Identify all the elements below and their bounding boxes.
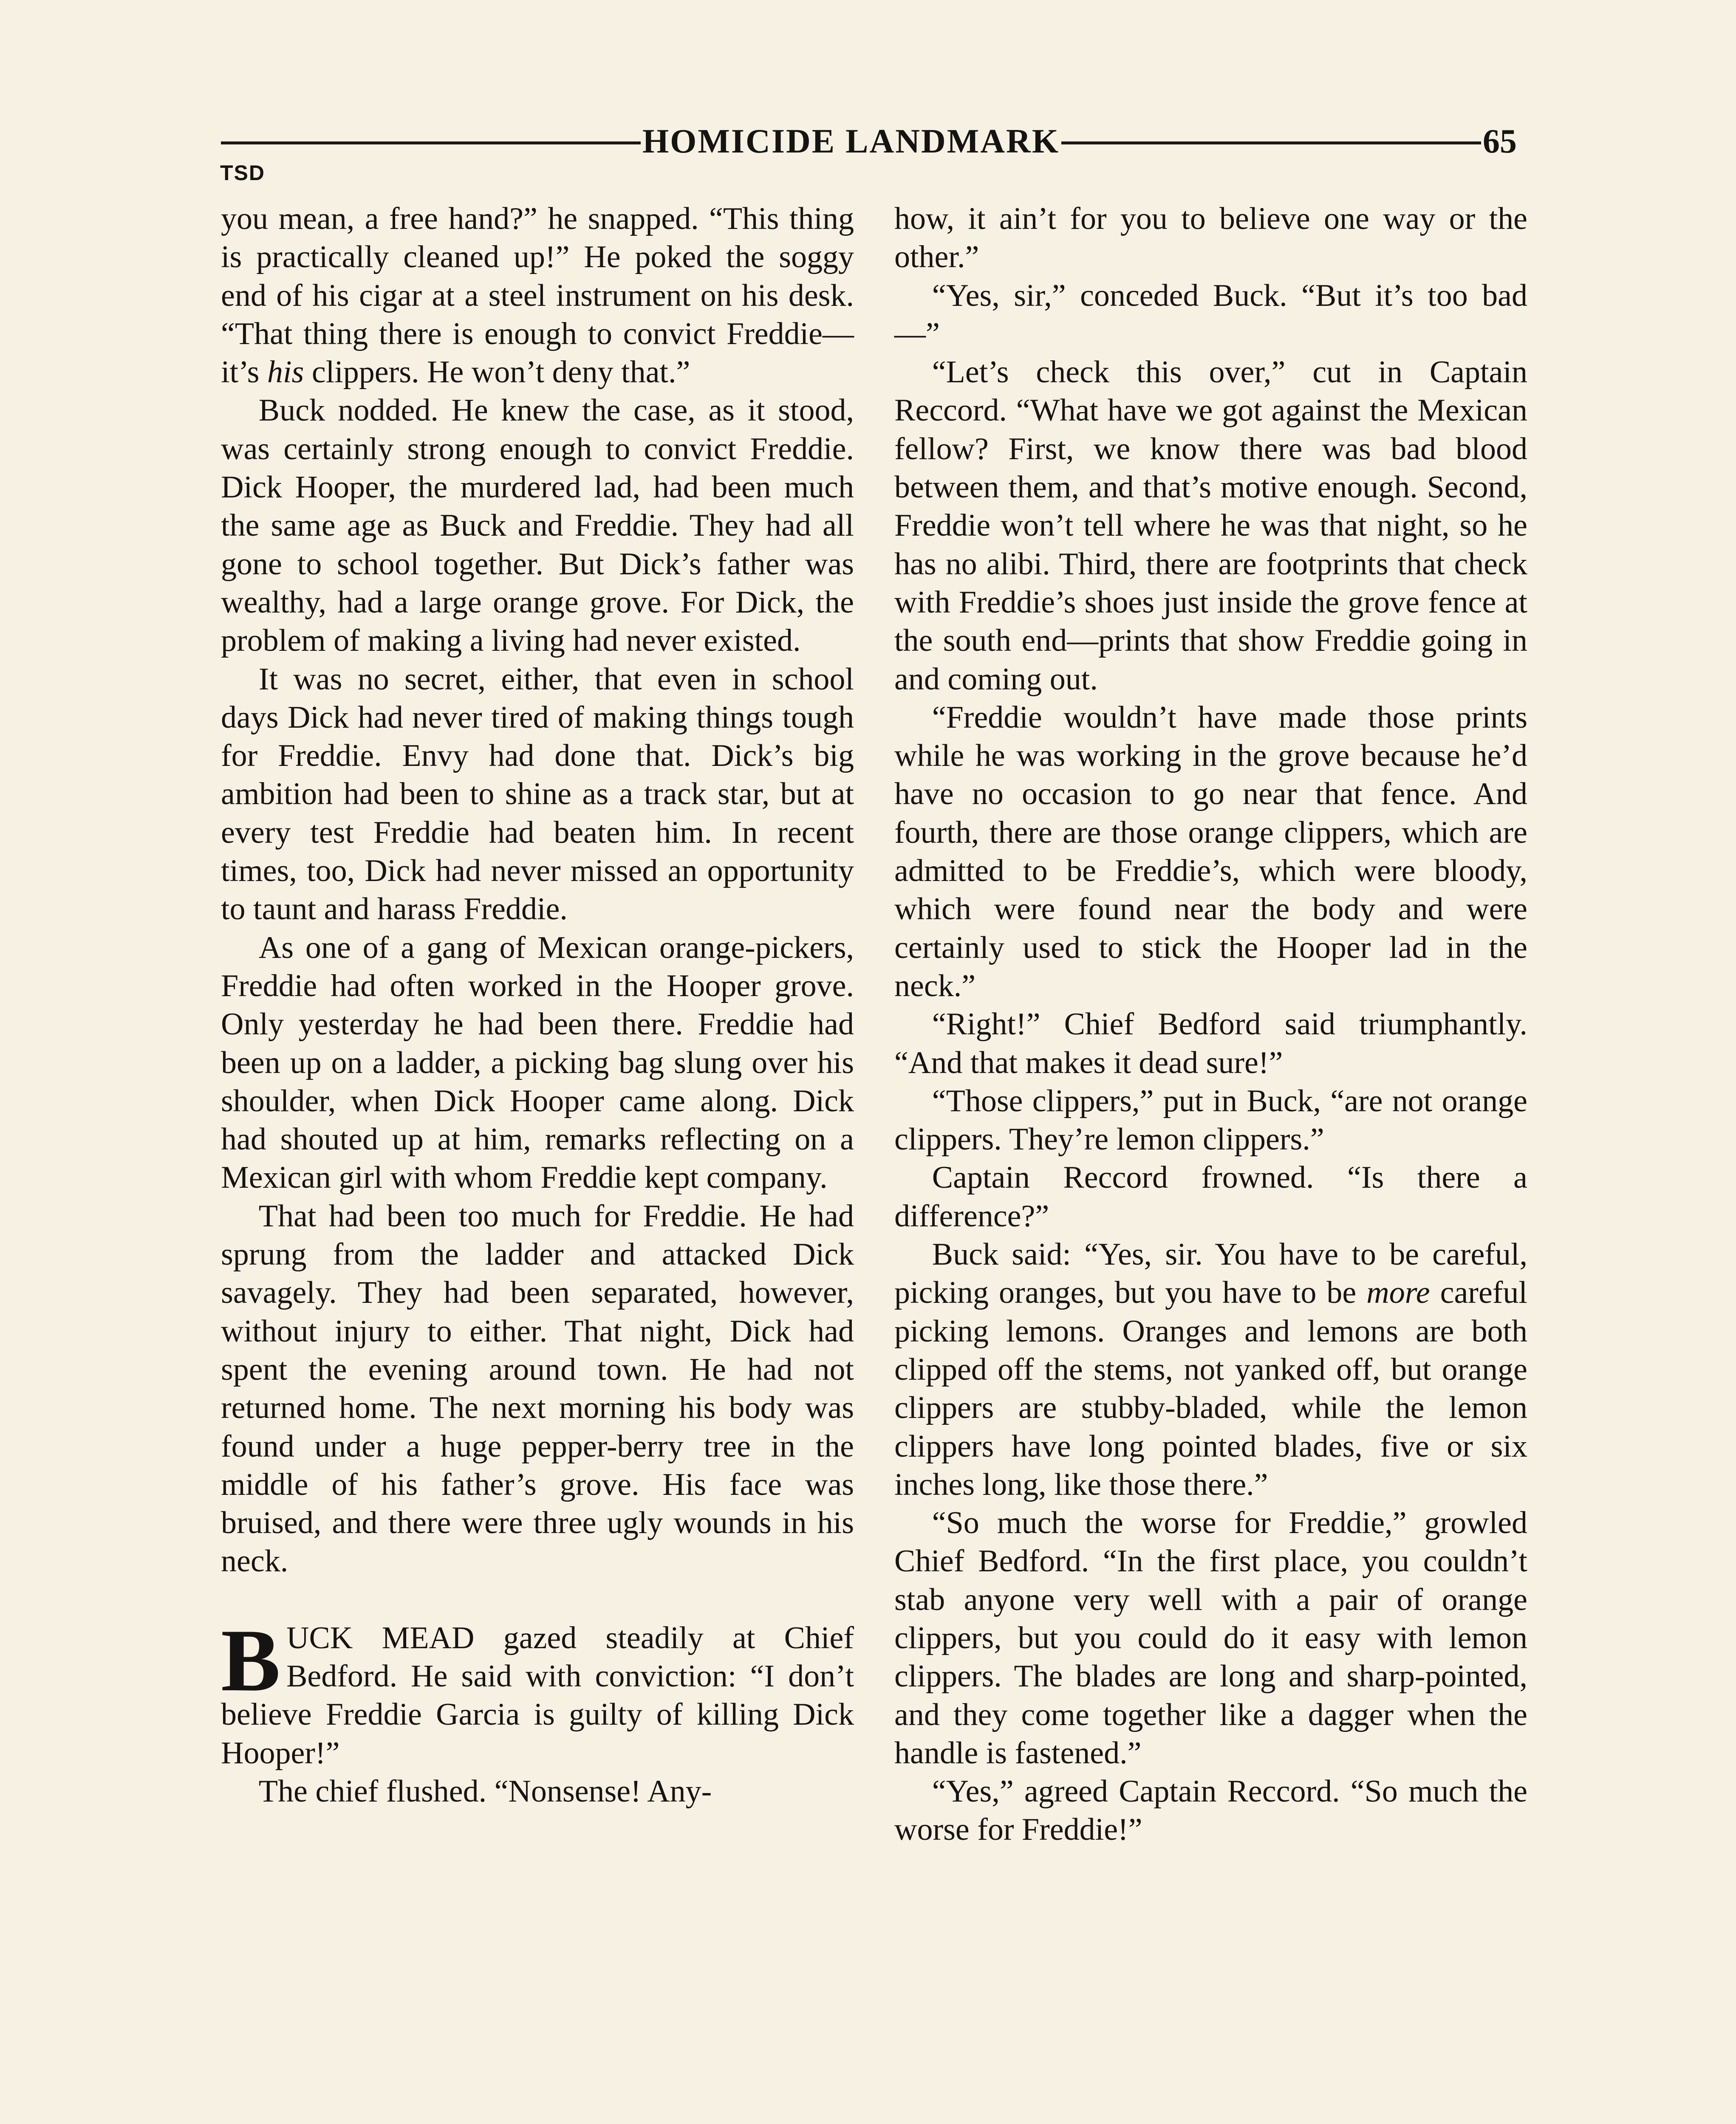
right-column — [894, 200, 1527, 1849]
paragraph: Buck nodded. He knew the case, as it stood, was certainly strong enough to convict Freddie. Dick Hooper, the murdered lad, had been much the same age as Buck and Freddie. They had all gone to school together. But Dick’s father was wealthy, had a large orange grove. For Dick, the problem of making a living had never existed. — [221, 393, 854, 658]
running-header — [221, 120, 1517, 163]
emphasis: his — [267, 355, 304, 390]
paragraph: Captain Reccord frowned. “Is there a difference?” — [894, 1160, 1527, 1234]
paragraph: As one of a gang of Mexican orange-pickers, Freddie had often worked in the Hooper grove. Only yesterday he had been there. Freddie had been up on a ladder, a picking bag slung over his shoulder, when Dick Hooper came along. Dick had shouted up at him, remarks reflecting on a Mexican girl with whom Freddie kept company. — [221, 930, 854, 1195]
paragraph: That had been too much for Freddie. He had sprung from the ladder and attacked Dick savagely. They had been separated, however, without injury to either. That night, Dick had spent the evening around town. He had not returned home. The next morning his body was found under a huge pepper-berry tree in the middle of his father’s grove. His face was bruised, and there were three ugly wounds in his neck. — [221, 1198, 854, 1579]
paragraph: Buck said: “Yes, sir. You have to be careful, picking oranges, but you have to be more careful picking lemons. Oranges and lemons are both clipped off the stems, not yanked off, but orange clippers are stubby-bladed, while the lemon clippers have long pointed blades, five or six inches long, like those there.” — [894, 1237, 1527, 1502]
emphasis: more — [1366, 1275, 1430, 1311]
page-number: 65 — [1483, 122, 1517, 160]
paragraph: “Right!” Chief Bedford said triumphantly. “And that makes it dead sure!” — [894, 1007, 1527, 1080]
paragraph: you mean, a free hand?” he snapped. “This thing is practically cleaned up!” He poked the soggy end of his cigar at a steel instrument on his desk. “That thing there is enough to convict Freddie—it’s his clippers. He won’t deny that.” — [221, 201, 854, 390]
paragraph: “Let’s check this over,” cut in Captain Reccord. “What have we got against the Mexican fellow? First, we know there was bad blood between them, and that’s motive enough. Second, Freddie won’t tell where he was that night, so he has no alibi. Third, there are footprints that check with Freddie’s shoes just inside the grove fence at the south end—prints that show Freddie going in and coming out. — [894, 355, 1527, 697]
paragraph: “Those clippers,” put in Buck, “are not orange clippers. They’re lemon clippers.” — [894, 1083, 1527, 1157]
header-rule-right — [1061, 141, 1481, 144]
paragraph: “Yes, sir,” conceded Buck. “But it’s too bad—” — [894, 278, 1527, 351]
paragraph: “So much the worse for Freddie,” growled Chief Bedford. “In the first place, you couldn’t stab anyone very well with a pair of orange clippers, but you could do it easy with lemon clippers. The blades are long and sharp-pointed, and they come together like a dagger when the handle is fastened.” — [894, 1505, 1527, 1771]
paragraph: The chief flushed. “Nonsense! Any- — [258, 1774, 712, 1809]
left-column — [221, 200, 854, 1810]
paragraph: how, it ain’t for you to believe one way or the other.” — [894, 201, 1527, 275]
section-opening-paragraph: BUCK MEAD gazed steadily at Chief Bedford. He said with conviction: “I don’t believe Freddie Garcia is guilty of killing Dick Hooper!” — [221, 1611, 854, 1771]
header-rule-left — [221, 141, 641, 144]
paragraph: “Yes,” agreed Captain Reccord. “So much the worse for Freddie!” — [894, 1774, 1527, 1847]
drop-cap: B — [221, 1611, 281, 1710]
story-title: HOMICIDE LANDMARK — [642, 122, 1060, 160]
small-caps-lead: UCK MEAD — [286, 1620, 475, 1655]
paragraph: It was no secret, either, that even in school days Dick had never tired of making things tough for Freddie. Envy had done that. Dick’s big ambition had been to shine as a track star, but at every test Freddie had beaten him. In recent times, too, Dick had never missed an opportunity to taunt and harass Freddie. — [221, 661, 854, 927]
paragraph: “Freddie wouldn’t have made those prints while he was working in the grove because he’d have no occasion to go near that fence. And fourth, there are those orange clippers, which are admitted to be Freddie’s, which were bloody, which were found near the body and were certainly used to stick the Hooper lad in the neck.” — [894, 700, 1527, 1003]
publisher-mark: TSD — [220, 161, 265, 185]
